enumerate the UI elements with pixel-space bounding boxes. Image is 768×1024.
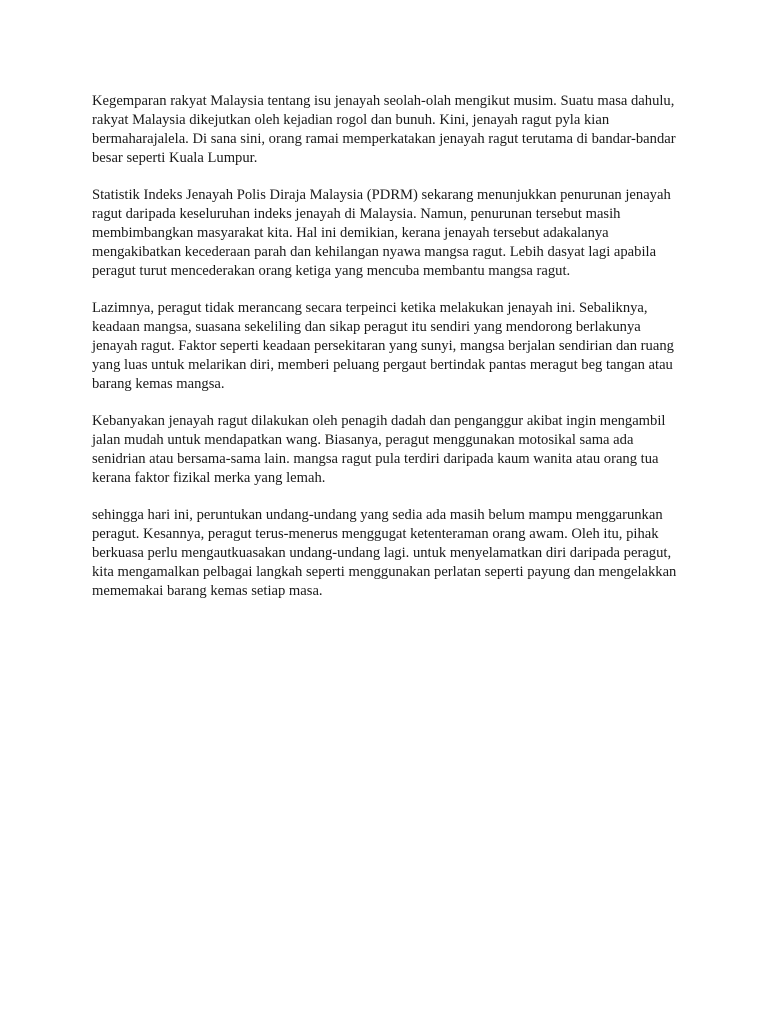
paragraph-1: Kegemparan rakyat Malaysia tentang isu jenayah seolah-olah mengikut musim. Suatu masa dahulu, rakyat Malaysia dikejutkan oleh kejadian rogol dan bunuh. Kini, jenayah ragut pyla kian bermaharajalela. Di sana sini, orang ramai memperkatakan jenayah ragut terutama di bandar-bandar besar seperti Kuala Lumpur. [92,93,676,166]
document-body [92,92,682,619]
paragraph-4: Kebanyakan jenayah ragut dilakukan oleh penagih dadah dan penganggur akibat ingin mengambil jalan mudah untuk mendapatkan wang. Biasanya, peragut menggunakan motosikal sama ada senidrian atau bersama-sama lain. mangsa ragut pula terdiri daripada kaum wanita atau orang tua kerana faktor fizikal merka yang lemah. [92,413,666,486]
paragraph-2: Statistik Indeks Jenayah Polis Diraja Malaysia (PDRM) sekarang menunjukkan penurunan jenayah ragut daripada keseluruhan indeks jenayah di Malaysia. Namun, penurunan tersebut masih membimbangkan masyarakat kita. Hal ini demikian, kerana jenayah tersebut adakalanya mengakibatkan kecederaan parah dan kehilangan nyawa mangsa ragut. Lebih dasyat lagi apabila peragut turut mencederakan orang ketiga yang mencuba membantu mangsa ragut. [92,187,671,279]
paragraph-3: Lazimnya, peragut tidak merancang secara terpeinci ketika melakukan jenayah ini. Sebaliknya, keadaan mangsa, suasana sekeliling dan sikap peragut itu sendiri yang mendorong berlakunya jenayah ragut. Faktor seperti keadaan persekitaran yang sunyi, mangsa berjalan sendirian dan ruang yang luas untuk melarikan diri, memberi peluang pergaut bertindak pantas meragut beg tangan atau barang kemas mangsa. [92,300,674,392]
paragraph-5: sehingga hari ini, peruntukan undang-undang yang sedia ada masih belum mampu menggarunkan peragut. Kesannya, peragut terus-menerus menggugat ketenteraman orang awam. Oleh itu, pihak berkuasa perlu mengautkuasakan undang-undang lagi. untuk menyelamatkan diri daripada peragut, kita mengamalkan pelbagai langkah seperti menggunakan perlatan seperti payung dan mengelakkan mememakai barang kemas setiap masa. [92,507,677,599]
